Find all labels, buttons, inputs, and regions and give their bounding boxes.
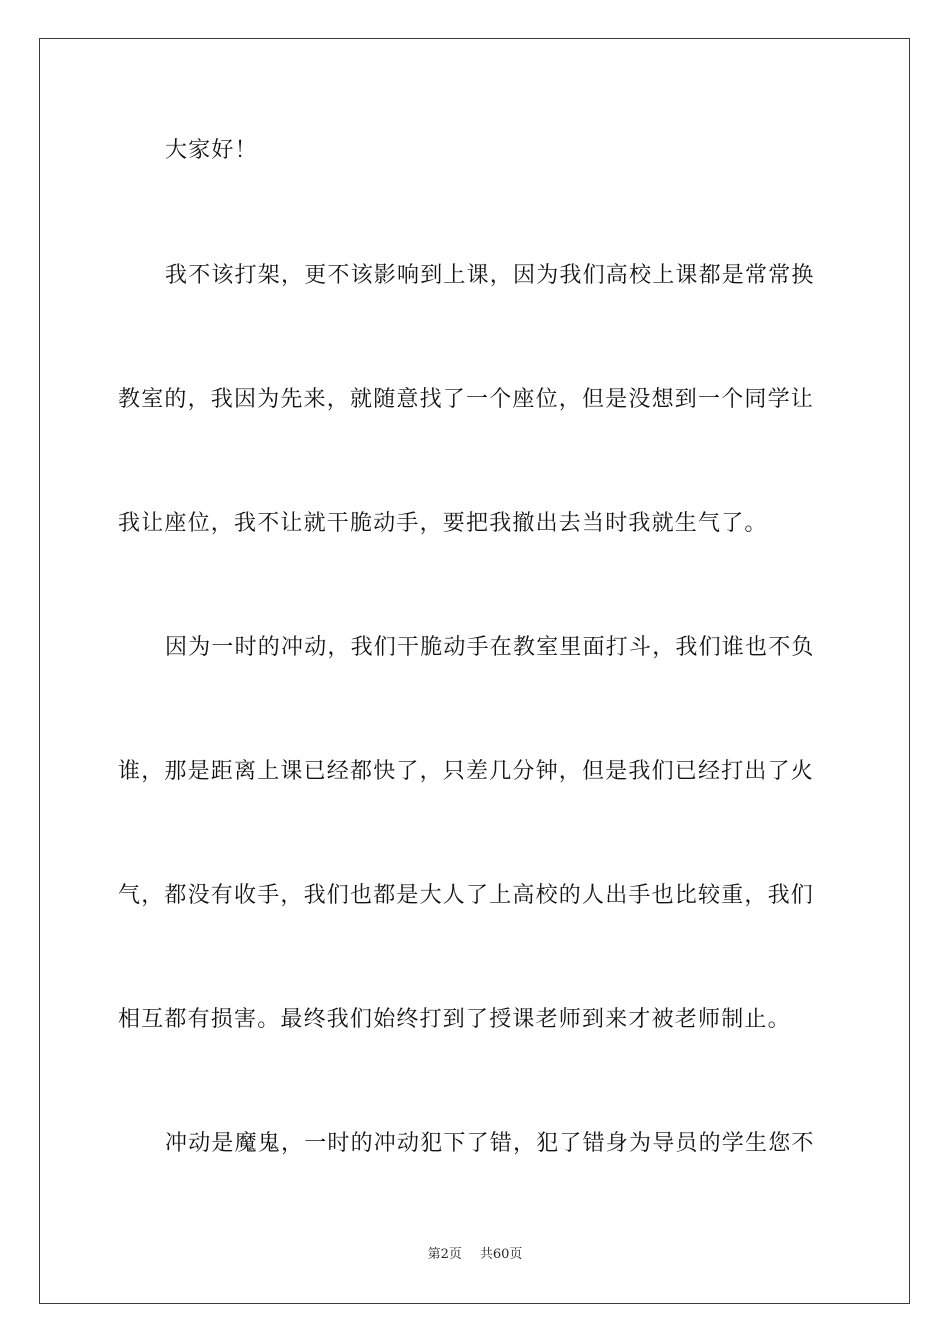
paragraph-line: 冲动是魔鬼，一时的冲动犯下了错，犯了错身为导员的学生您不 (165, 1131, 815, 1156)
paragraph-line: 因为一时的冲动，我们干脆动手在教室里面打斗，我们谁也不负 (165, 635, 815, 660)
paragraph-line: 我不该打架，更不该影响到上课，因为我们高校上课都是常常换 (165, 263, 815, 288)
greeting-line: 大家好！ (165, 138, 258, 163)
paragraph-line: 教室的，我因为先来，就随意找了一个座位，但是没想到一个同学让 (118, 387, 815, 412)
total-pages: 共60页 (479, 1247, 523, 1262)
paragraph-line: 我让座位，我不让就干脆动手，要把我撤出去当时我就生气了。 (118, 511, 768, 536)
page-number: 第2页 (427, 1247, 462, 1262)
page-footer (0, 1246, 950, 1264)
page-frame (39, 38, 910, 1304)
paragraph-line: 谁，那是距离上课已经都快了，只差几分钟，但是我们已经打出了火 (118, 759, 815, 784)
paragraph-line: 气，都没有收手，我们也都是大人了上高校的人出手也比较重，我们 (118, 883, 815, 908)
paragraph-line: 相互都有损害。最终我们始终打到了授课老师到来才被老师制止。 (118, 1007, 791, 1032)
